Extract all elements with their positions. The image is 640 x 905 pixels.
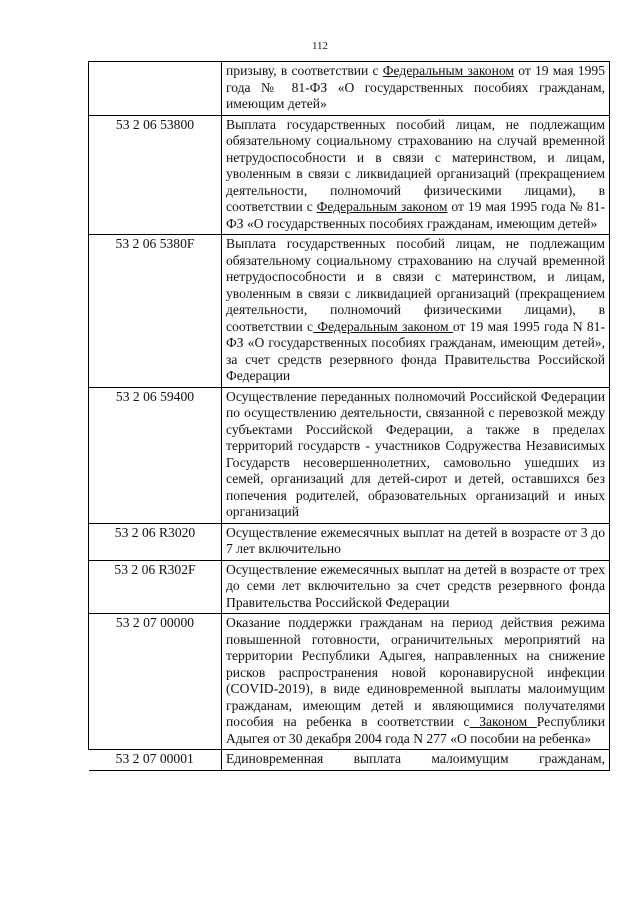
row-code: 53 2 06 R302F [89, 560, 222, 614]
row-description [222, 523, 610, 560]
table-row [89, 235, 610, 388]
description-text: Единовременная выплата малоимущим гражданам, [226, 751, 605, 766]
description-text: Выплата государственных пособий лицам, не подлежащим обязательному социальному страхованию на случай временной нетрудоспособности и в связи с материнством, и лицам, уволенным в связи с ликвидацией организаций (прекращением деятельности, полномочий физическими лицами), в соответствии с [226, 236, 605, 334]
description-text: Осуществление ежемесячных выплат на детей в возрасте от трех до семи лет включительно за счет средств резервного фонда Правительства Российской Федерации [226, 561, 605, 610]
description-text: Выплата государственных пособий лицам, не подлежащим обязательному социальному страхованию на случай временной нетрудоспособности и в связи с материнством, и лицам, уволенным в связи с ликвидацией организаций (прекращением деятельности, полномочий физическими лицами), в соответствии с [226, 116, 605, 214]
row-description [222, 235, 610, 388]
row-description [222, 750, 610, 771]
row-code: 53 2 06 5380F [89, 235, 222, 388]
table-row [89, 750, 610, 771]
table-row [89, 523, 610, 560]
row-code: 53 2 06 53800 [89, 115, 222, 235]
row-description [222, 387, 610, 523]
table-row [89, 62, 610, 116]
description-text: Осуществление ежемесячных выплат на детей в возрасте от 3 до 7 лет включительно [226, 524, 605, 556]
description-text: от 19 мая 1995 года № 81-ФЗ «О государственных пособиях гражданам, имеющим детей» [226, 199, 605, 231]
description-text: от 19 мая 1995 года N 81-ФЗ «О государственных пособиях гражданам, имеющим детей», за счет средств резервного фонда Правительства Российской Федерации [226, 318, 605, 383]
table-row [89, 387, 610, 523]
row-description [222, 560, 610, 614]
table-row [89, 560, 610, 614]
description-text: Республики Адыгея от 30 декабря 2004 года N 277 «О пособии на ребенка» [226, 714, 605, 746]
row-code: 53 2 07 00000 [89, 614, 222, 750]
row-code: 53 2 06 R3020 [89, 523, 222, 560]
description-text: от 19 мая 1995 года № 81-ФЗ «О государственных пособиях гражданам, имеющим детей» [226, 63, 605, 111]
row-code: 53 2 07 00001 [89, 750, 222, 771]
row-code [89, 62, 222, 116]
row-description [222, 62, 610, 116]
law-reference: Федеральным законом [382, 63, 514, 78]
description-text: Осуществление переданных полномочий Российской Федерации по осуществлению деятельности, связанной с перевозкой между субъектами Российской Федерации, а также в пределах территорий государств - участников Содружества Независимых Государств несовершеннолетних, самовольно ушедших из семей, организаций для детей-сирот и детей, оставшихся без попечения родителей, образовательных организаций и иных организаций [226, 388, 605, 519]
law-reference: Федеральным законом [313, 318, 453, 334]
page-number: 112 [311, 40, 329, 52]
law-reference: Законом [469, 714, 537, 729]
row-description [222, 614, 610, 750]
table-row [89, 614, 610, 750]
description-text: Оказание поддержки гражданам на период действия режима повышенной готовности, ограничительных мероприятий на территории Республики Адыгея, направленных на снижение рисков распространения новой коронавирусной инфекции (COVID-2019), в виде единовременной выплаты малоимущим гражданам, имеющим детей и являющимися получателями пособия на ребенка в соответствии с [226, 615, 605, 729]
row-code: 53 2 06 59400 [89, 387, 222, 523]
table-row [89, 115, 610, 235]
budget-classification-table [88, 61, 610, 771]
law-reference: Федеральным законом [316, 199, 448, 214]
description-text: призыву, в соответствии с [226, 63, 383, 78]
row-description [222, 115, 610, 235]
